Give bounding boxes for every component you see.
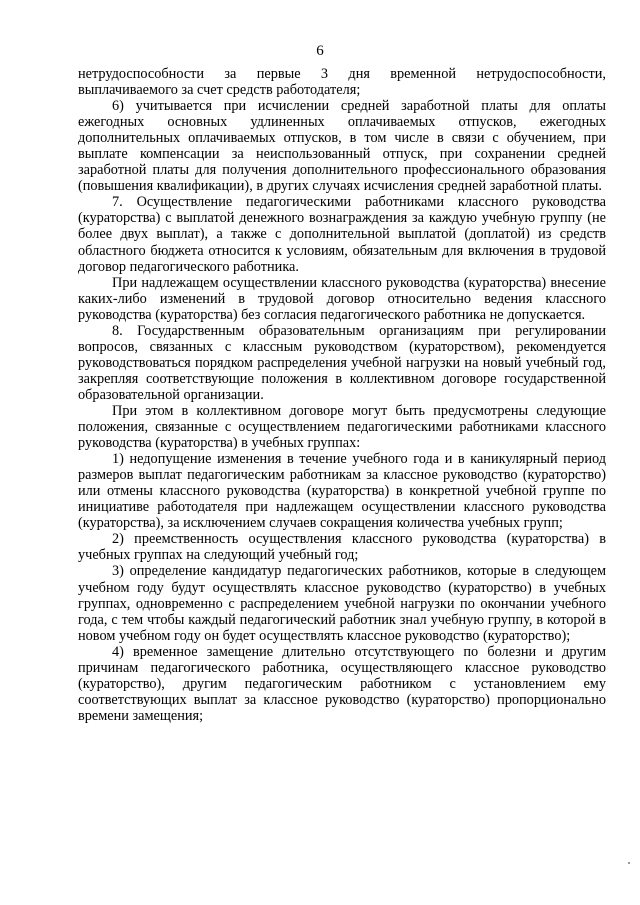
paragraph-section-7: 7. Осуществление педагогическими работниками классного руководства (кураторства) с выплатой денежного вознаграждения за каждую учебную группу (не более двух выплат), а также с дополнительной выплатой (доплатой) из средств областного бюджета относится к условиям, обязательным для включения в трудовой договор педагогического работника. [78,194,606,275]
paragraph-section-8: 8. Государственным образовательным организациям при регулировании вопросов, связанных с классным руководством (кураторством), рекомендуется руководствоваться порядком распределения учебной нагрузки на новый учебный год, закрепляя соответствующие положения в коллективном договоре государственной образовательной организации. [78,322,606,403]
paragraph-item-1: 1) недопущение изменения в течение учебного года и в каникулярный период размеров выплат педагогическим работникам за классное руководство (кураторство) или отмены классного руководства (кураторства) в конкретной учебной группе по инициативе работодателя при надлежащем осуществлении классного руководства (кураторства), за исключением случаев сокращения количества учебных групп; [78,451,606,532]
document-body [78,66,606,724]
paragraph-item-3: 3) определение кандидатур педагогических работников, которые в следующем учебном году будут осуществлять классное руководство (кураторство) в учебных группах, одновременно с распределением учебной нагрузки по окончании учебного года, с тем чтобы каждый педагогический работник знал учебную группу, в которой в новом учебном году он будет осуществлять классное руководство (кураторство); [78,563,606,644]
page-number: 6 [316,43,324,59]
paragraph-item-4: 4) временное замещение длительно отсутствующего по болезни и другим причинам педагогического работника, осуществляющего классное руководство (кураторство), другим педагогическим работником с установлением ему соответствующих выплат за классное руководство (кураторство) пропорционально времени замещения; [78,643,606,724]
paragraph-item-2: 2) преемственность осуществления классного руководства (кураторства) в учебных группах на следующий учебный год; [78,531,606,564]
scan-artifact [628,862,630,864]
paragraph-continuation: нетрудоспособности за первые 3 дня временной нетрудоспособности, выплачиваемого за счет средств работодателя; [78,66,606,99]
paragraph-section-7-note: При надлежащем осуществлении классного руководства (кураторства) внесение каких-либо изменений в трудовой договор относительно ведения классного руководства (кураторства) без согласия педагогического работника не допускается. [78,274,606,323]
paragraph-section-8-intro: При этом в коллективном договоре могут быть предусмотрены следующие положения, связанные с осуществлением педагогическими работниками классного руководства (кураторства) в учебных группах: [78,402,606,452]
paragraph-item-6: 6) учитывается при исчислении средней заработной платы для оплаты ежегодных основных удлиненных оплачиваемых отпусков, ежегодных дополнительных оплачиваемых отпусков, в том числе в связи с обучением, при выплате компенсации за неиспользованный отпуск, при сохранении средней заработной платы для получения дополнительного профессионального образования (повышения квалификации), в других случаях исчисления средней заработной платы. [78,98,606,195]
